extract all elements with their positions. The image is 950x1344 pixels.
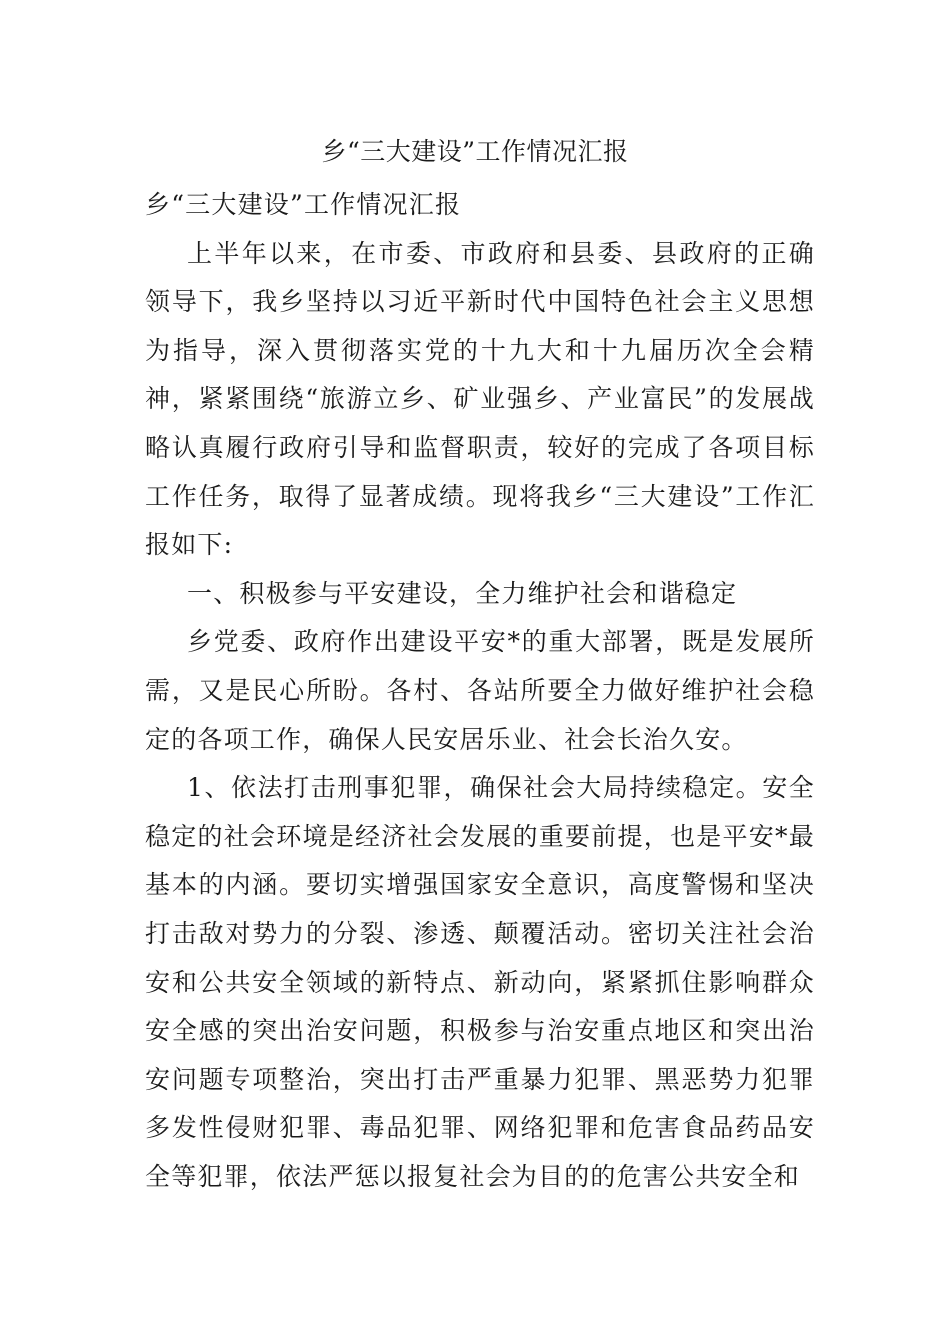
section-1-heading: 一、积极参与平安建设，全力维护社会和谐稳定 (187, 578, 738, 608)
document-title: 乡“三大建设”工作情况汇报 (321, 137, 629, 166)
item-1-paragraph: 1、依法打击刑事犯罪，确保社会大局持续稳定。安全稳定的社会环境是经济社会发展的重要前提，也是平安*最基本的内涵。要切实增强国家安全意识，高度警惕和坚决打击敌对势力的分裂、渗透、颠覆活动。密切关注社会治安和公共安全领域的新特点、新动向，紧紧抓住影响群众安全感的突出治安问题，积极参与治安重点地区和突出治安问题专项整治，突出打击严重暴力犯罪、黑恶势力犯罪多发性侵财犯罪、毒品犯罪、网络犯罪和危害食品药品安全等犯罪，依法严惩以报复社会为目的的危害公共安全和 (145, 773, 815, 1191)
section-1-paragraph: 乡党委、政府作出建设平安*的重大部署，既是发展所需，又是民心所盼。各村、各站所要全力做好维护社会稳定的各项工作，确保人民安居乐业、社会长治久安。 (145, 627, 815, 754)
document-body (145, 181, 815, 1201)
document-subtitle: 乡“三大建设”工作情况汇报 (145, 190, 462, 219)
intro-paragraph: 上半年以来，在市委、市政府和县委、县政府的正确领导下，我乡坚持以习近平新时代中国特色社会主义思想为指导，深入贯彻落实党的十九大和十九届历次全会精神，紧紧围绕“旅游立乡、矿业强乡、产业富民”的发展战略认真履行政府引导和监督职责，较好的完成了各项目标工作任务，取得了显著成绩。现将我乡“三大建设”工作汇报如下: (145, 238, 815, 560)
